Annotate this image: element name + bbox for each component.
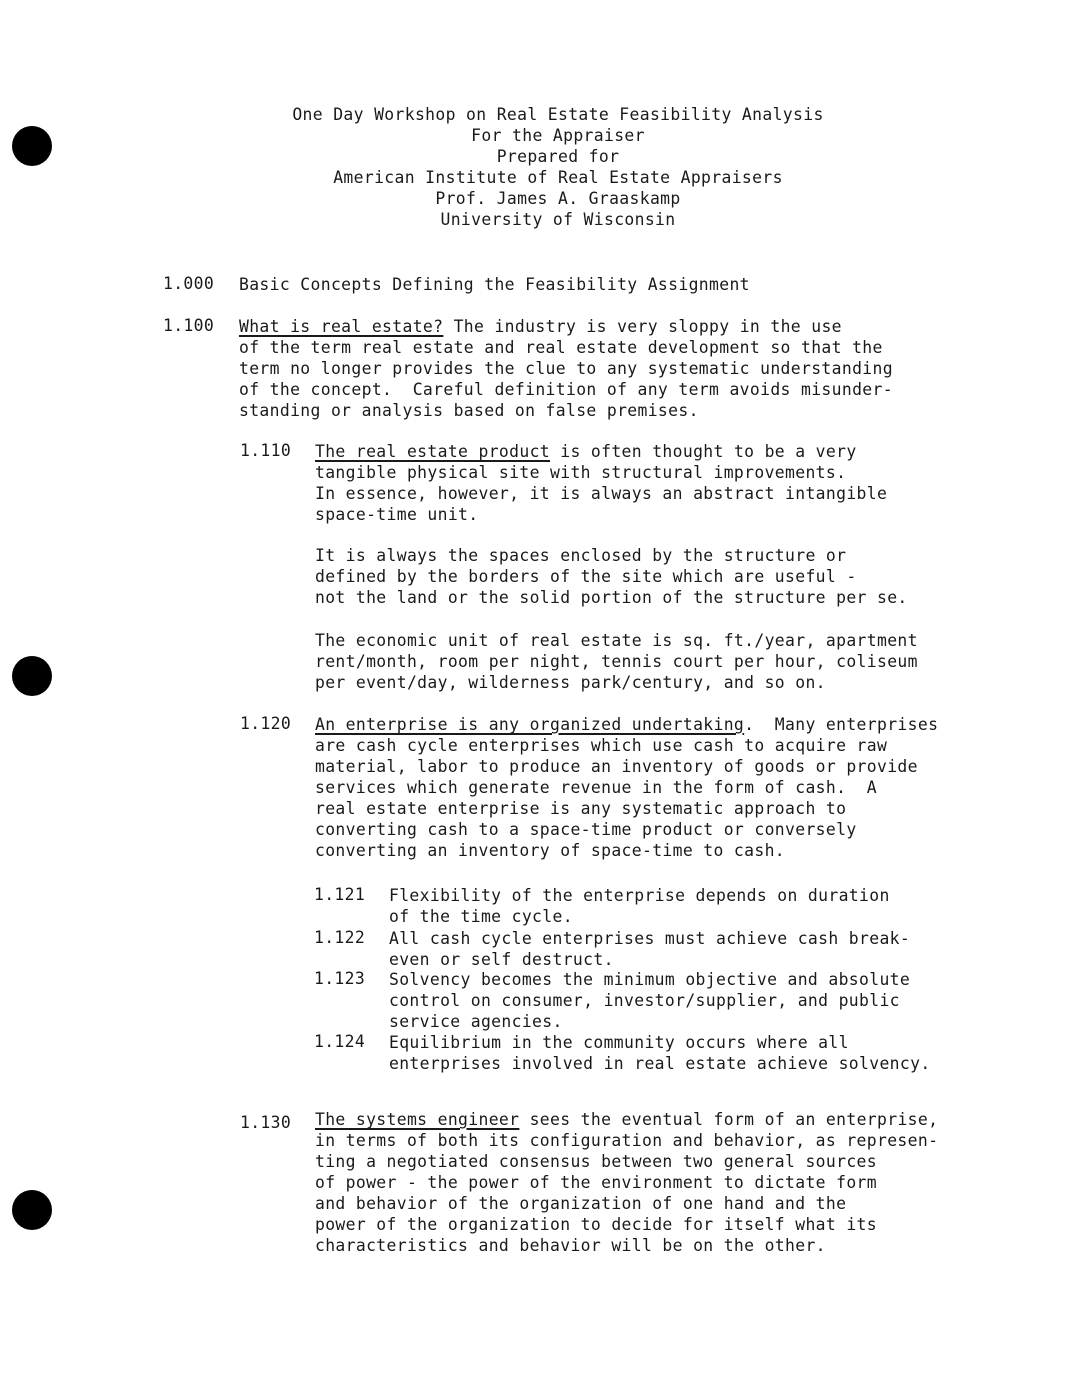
subsection-number: 1.122 [314, 928, 366, 947]
header-line: American Institute of Real Estate Appraisers [333, 168, 783, 187]
section-number: 1.130 [240, 1113, 292, 1132]
document-header [0, 104, 1065, 230]
section-heading: An enterprise is any organized undertaking [315, 715, 745, 734]
header-line: One Day Workshop on Real Estate Feasibility Analysis [292, 105, 824, 124]
header-line: University of Wisconsin [440, 210, 676, 229]
binder-hole-middle [12, 656, 52, 696]
section-1110-para2: It is always the spaces enclosed by the structure or defined by the borders of the site which are useful - not the land or the solid portion of the structure per se. [315, 546, 908, 607]
section-1100-text: What is real estate? The industry is very sloppy in the use of the term real estate and real estate development so that the term no longer provides the clue to any systematic understanding of the concept. Careful definition of any term avoids misunder- standing or analysis based on false premises. [239, 317, 893, 420]
subsection-text: Equilibrium in the community occurs where all enterprises involved in real estate achieve solvency. [389, 1033, 931, 1073]
subsection-number: 1.121 [314, 885, 366, 904]
section-1120-text: An enterprise is any organized undertaking. Many enterprises are cash cycle enterprises which use cash to acquire raw material, labor to produce an inventory of goods or provide services which generate revenue in the form of cash. A real estate enterprise is any systematic approach to converting cash to a space-time product or conversely converting an inventory of space-time to cash. [315, 715, 939, 860]
subsection-text: All cash cycle enterprises must achieve cash break- even or self destruct. [389, 929, 911, 969]
subsection-text: Flexibility of the enterprise depends on duration of the time cycle. [389, 886, 890, 926]
section-title: Basic Concepts Defining the Feasibility Assignment [239, 275, 750, 294]
subsection-text: Solvency becomes the minimum objective and absolute control on consumer, investor/supplier, and public service agencies. [389, 970, 911, 1031]
section-number: 1.000 [163, 274, 215, 293]
subsection-number: 1.124 [314, 1032, 366, 1051]
section-heading: The real estate product [315, 442, 551, 461]
section-1130-text: The systems engineer sees the eventual form of an enterprise, in terms of both its configuration and behavior, as represen- ting a negotiated consensus between two general sources of power - the power of the environment to dictate form and behavior of the organization of one hand and the power of the organization to decide for itself what its characteristics and behavior will be on the other. [315, 1110, 939, 1255]
section-1110-para3: The economic unit of real estate is sq. ft./year, apartment rent/month, room per night, tennis court per hour, coliseum per event/day, wilderness park/century, and so on. [315, 631, 918, 692]
section-number: 1.110 [240, 441, 292, 460]
section-heading: What is real estate? [239, 317, 444, 336]
subsection-number: 1.123 [314, 969, 366, 988]
header-line: Prepared for [496, 147, 620, 166]
section-heading: The systems engineer [315, 1110, 520, 1129]
header-line: Prof. James A. Graaskamp [435, 189, 681, 208]
section-1110-text: The real estate product is often thought to be a very tangible physical site with structural improvements. In essence, however, it is always an abstract intangible space-time unit. [315, 442, 888, 524]
section-number: 1.100 [163, 316, 215, 335]
binder-hole-bottom [12, 1190, 52, 1230]
header-line: For the Appraiser [471, 126, 645, 145]
section-number: 1.120 [240, 714, 292, 733]
